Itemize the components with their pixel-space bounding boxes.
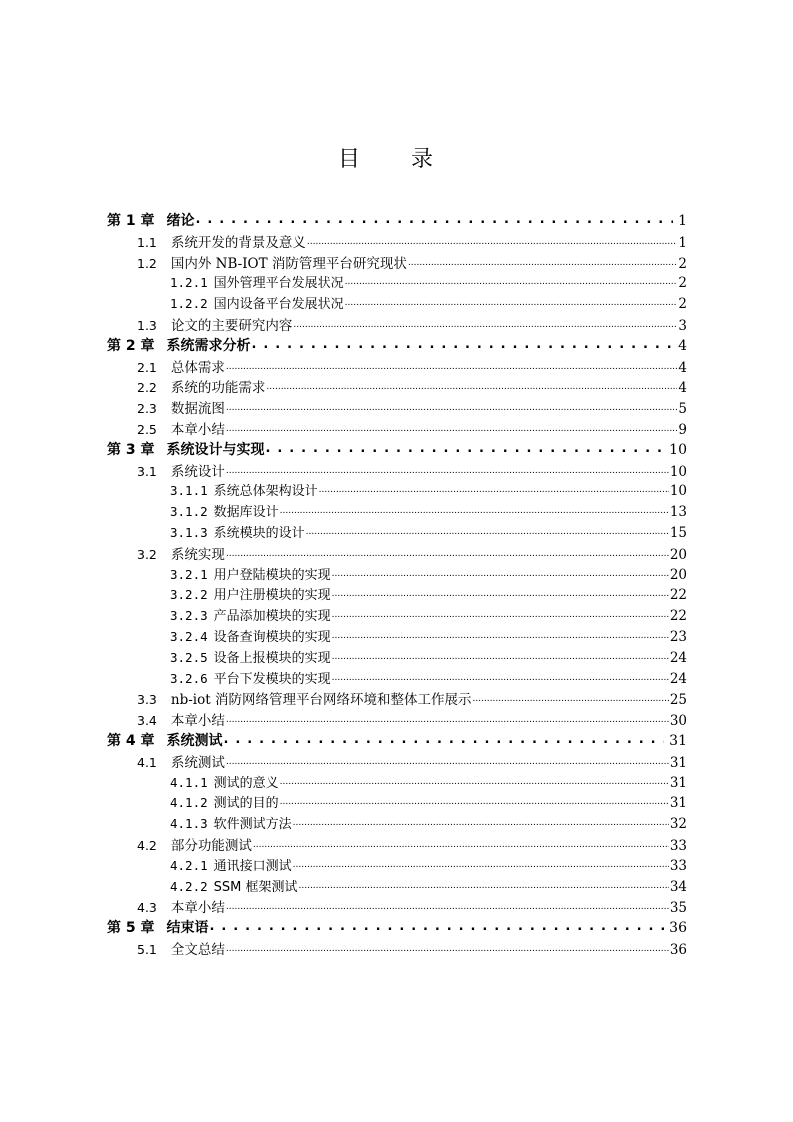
toc-page-number: 20 bbox=[669, 546, 687, 563]
toc-entry-title: 系统需求分析 bbox=[166, 337, 251, 354]
toc-entry-title: 总体需求 bbox=[170, 359, 225, 376]
toc-entry-title: 系统设计 bbox=[170, 463, 225, 480]
toc-dot-leader bbox=[226, 752, 669, 766]
toc-chapter-entry[interactable] bbox=[107, 730, 687, 752]
toc-entry-title: 系统开发的背景及意义 bbox=[170, 234, 306, 251]
toc-page-number: 31 bbox=[669, 733, 687, 749]
toc-section-entry[interactable] bbox=[107, 314, 687, 336]
toc-dot-leader bbox=[226, 419, 678, 433]
toc-entry-title: 系统设计与实现 bbox=[166, 441, 265, 458]
toc-section-entry[interactable] bbox=[107, 376, 687, 398]
toc-section-entry[interactable] bbox=[107, 293, 687, 315]
toc-entry-number: 4.2.2 bbox=[170, 878, 208, 894]
toc-entry-number: 3.2.2 bbox=[170, 587, 208, 603]
toc-section-entry[interactable] bbox=[107, 252, 687, 274]
toc-dot-leader bbox=[345, 293, 678, 307]
toc-entry-number: 3.4 bbox=[137, 713, 157, 729]
toc-entry-number: 4.1.2 bbox=[170, 795, 208, 811]
toc-entry-title: SSM 框架测试 bbox=[213, 879, 298, 895]
toc-entry-title: 测试的目的 bbox=[213, 796, 279, 812]
toc-section-entry[interactable] bbox=[107, 668, 687, 690]
toc-entry-title: 全文总结 bbox=[170, 942, 225, 958]
toc-section-entry[interactable] bbox=[107, 543, 687, 565]
toc-page-number: 22 bbox=[669, 608, 687, 625]
toc-page-number: 10 bbox=[669, 441, 687, 458]
toc-page-number: 10 bbox=[669, 463, 687, 480]
toc-entry-number: 第 5 章 bbox=[107, 920, 155, 937]
toc-dot-leader bbox=[226, 939, 669, 953]
toc-dot-leader bbox=[408, 253, 677, 267]
toc-page-number: 30 bbox=[669, 713, 687, 730]
toc-page-number: 31 bbox=[669, 774, 687, 791]
toc-section-entry[interactable] bbox=[107, 813, 687, 835]
toc-dot-leader bbox=[280, 501, 669, 515]
toc-entry-number: 4.3 bbox=[137, 900, 157, 916]
toc-entry-title: 系统实现 bbox=[170, 546, 225, 563]
toc-page-number: 15 bbox=[669, 525, 687, 541]
toc-entry-number: 1.2 bbox=[137, 255, 157, 271]
toc-chapter-entry[interactable] bbox=[107, 210, 687, 232]
toc-chapter-entry[interactable] bbox=[107, 335, 687, 357]
toc-section-entry[interactable] bbox=[107, 626, 687, 648]
toc-page-number: 1 bbox=[678, 234, 687, 251]
toc-dot-leader bbox=[226, 710, 669, 724]
toc-page-number: 32 bbox=[669, 816, 687, 833]
toc-section-entry[interactable] bbox=[107, 522, 687, 544]
toc-dot-leader bbox=[196, 211, 674, 227]
toc-page-number: 2 bbox=[678, 275, 687, 292]
toc-section-entry[interactable] bbox=[107, 647, 687, 669]
toc-dot-leader bbox=[226, 398, 678, 412]
toc-entry-title: 本章小结 bbox=[170, 900, 225, 917]
toc-entry-number: 3.2.6 bbox=[170, 670, 208, 686]
toc-page-number: 25 bbox=[669, 692, 687, 709]
toc-section-entry[interactable] bbox=[107, 605, 687, 627]
toc-entry-number: 1.3 bbox=[137, 318, 157, 333]
toc-section-entry[interactable] bbox=[107, 834, 687, 856]
toc-page-number: 31 bbox=[669, 754, 687, 771]
toc-page-number: 24 bbox=[669, 649, 687, 666]
toc-entry-title: 部分功能测试 bbox=[170, 838, 252, 854]
toc-entry-title: 结束语 bbox=[166, 920, 209, 937]
toc-dot-leader bbox=[299, 876, 669, 890]
toc-section-entry[interactable] bbox=[107, 772, 687, 794]
toc-dot-leader bbox=[226, 544, 669, 558]
toc-page-number: 24 bbox=[669, 670, 687, 687]
toc-entry-number: 3.3 bbox=[137, 692, 157, 708]
toc-section-entry[interactable] bbox=[107, 460, 687, 482]
toc-page-number: 36 bbox=[669, 942, 687, 958]
toc-page-number: 22 bbox=[669, 587, 687, 604]
toc-page-number: 5 bbox=[678, 401, 687, 418]
toc-dot-leader bbox=[345, 272, 678, 286]
toc-dot-leader bbox=[293, 813, 669, 827]
toc-chapter-entry[interactable] bbox=[107, 917, 687, 939]
toc-section-entry[interactable] bbox=[107, 751, 687, 773]
toc-entry-number: 5.1 bbox=[137, 942, 157, 957]
toc-entry-number: 1.2.1 bbox=[170, 275, 208, 291]
toc-entry-title: 国外管理平台发展状况 bbox=[213, 276, 344, 292]
toc-section-entry[interactable] bbox=[107, 938, 687, 960]
toc-entry-title: 设备上报模块的实现 bbox=[213, 650, 331, 666]
toc-dot-leader bbox=[332, 626, 669, 640]
toc-page-number: 9 bbox=[678, 422, 687, 438]
toc-entry-number: 第 4 章 bbox=[107, 733, 155, 749]
toc-entry-number: 3.1.3 bbox=[170, 525, 208, 540]
toc-dot-leader bbox=[307, 232, 678, 246]
toc-entry-title: 设备查询模块的实现 bbox=[213, 630, 331, 645]
toc-dot-leader bbox=[266, 440, 665, 456]
toc-dot-leader bbox=[332, 668, 669, 682]
toc-section-entry[interactable] bbox=[107, 688, 687, 710]
toc-page-number: 10 bbox=[669, 483, 687, 500]
toc-entry-number: 4.2.1 bbox=[170, 857, 208, 873]
toc-entry-number: 3.2.4 bbox=[170, 629, 208, 644]
toc-page-number: 13 bbox=[669, 504, 687, 521]
toc-entry-title: 系统总体架构设计 bbox=[213, 484, 318, 500]
toc-dot-leader bbox=[226, 357, 678, 371]
toc-dot-leader bbox=[472, 689, 668, 703]
toc-entry-title: 本章小结 bbox=[170, 422, 225, 438]
toc-dot-leader bbox=[226, 461, 669, 475]
toc-entry-title: 系统测试 bbox=[166, 733, 223, 749]
toc-page-number: 23 bbox=[669, 629, 687, 645]
toc-dot-leader bbox=[293, 855, 669, 869]
toc-entry-number: 2.2 bbox=[137, 380, 157, 396]
toc-entry-title: 系统的功能需求 bbox=[170, 380, 266, 397]
toc-dot-leader bbox=[332, 647, 669, 661]
toc-dot-leader bbox=[226, 897, 669, 911]
toc-dot-leader bbox=[252, 336, 674, 352]
toc-section-entry[interactable] bbox=[107, 397, 687, 419]
toc-section-entry[interactable] bbox=[107, 584, 687, 606]
toc-page-number: 3 bbox=[678, 318, 687, 334]
toc-dot-leader bbox=[210, 918, 665, 934]
toc-entry-number: 3.2.3 bbox=[170, 608, 208, 624]
toc-entry-title: 软件测试方法 bbox=[213, 817, 292, 833]
toc-entry-number: 4.1 bbox=[137, 754, 157, 770]
toc-entry-number: 4.1.3 bbox=[170, 816, 208, 832]
toc-entry-number: 4.2 bbox=[137, 838, 157, 853]
page-title: 目 录 bbox=[338, 147, 455, 172]
toc-entry-title: 通讯接口测试 bbox=[213, 858, 292, 874]
toc-page-number: 33 bbox=[669, 857, 687, 874]
toc-entry-number: 3.2.1 bbox=[170, 566, 208, 582]
toc-dot-leader bbox=[319, 480, 669, 494]
toc-entry-number: 4.1.1 bbox=[170, 774, 208, 790]
toc-dot-leader bbox=[266, 377, 677, 391]
toc-entry-title: 测试的意义 bbox=[213, 775, 279, 791]
toc-entry-title: 用户登陆模块的实现 bbox=[213, 567, 331, 583]
toc-section-entry[interactable] bbox=[107, 896, 687, 918]
toc-section-entry[interactable] bbox=[107, 272, 687, 294]
toc-section-entry[interactable] bbox=[107, 501, 687, 523]
toc-entry-title: nb-iot 消防网络管理平台网络环境和整体工作展示 bbox=[170, 692, 472, 709]
toc-page-number: 4 bbox=[678, 337, 687, 354]
toc-entry-number: 2.5 bbox=[137, 422, 157, 437]
toc-page-number: 36 bbox=[669, 920, 687, 937]
toc-page-number: 20 bbox=[669, 566, 687, 583]
toc-section-entry[interactable] bbox=[107, 792, 687, 814]
toc-dot-leader bbox=[332, 584, 669, 598]
toc-entry-title: 数据流图 bbox=[170, 401, 225, 418]
toc-entry-title: 系统模块的设计 bbox=[213, 526, 305, 541]
toc-entry-title: 平台下发模块的实现 bbox=[213, 671, 331, 687]
toc-chapter-entry[interactable] bbox=[107, 439, 687, 461]
toc-page-number: 4 bbox=[678, 359, 687, 376]
toc-dot-leader bbox=[253, 835, 669, 849]
toc-section-entry[interactable] bbox=[107, 876, 687, 898]
toc-entry-title: 论文的主要研究内容 bbox=[170, 318, 293, 334]
toc-section-entry[interactable] bbox=[107, 356, 687, 378]
toc-dot-leader bbox=[280, 772, 669, 786]
toc-entry-title: 数据库设计 bbox=[213, 505, 279, 521]
toc-dot-leader bbox=[224, 731, 665, 747]
toc-page-number: 31 bbox=[669, 795, 687, 812]
toc-entry-title: 系统测试 bbox=[170, 754, 225, 771]
toc-entry-number: 3.1.2 bbox=[170, 504, 208, 520]
toc-section-entry[interactable] bbox=[107, 564, 687, 586]
toc-dot-leader bbox=[293, 315, 677, 329]
toc-entry-number: 3.2 bbox=[137, 546, 157, 562]
toc-entry-number: 第 1 章 bbox=[107, 213, 155, 229]
toc-dot-leader bbox=[332, 605, 669, 619]
toc-entry-title: 绪论 bbox=[166, 213, 195, 229]
toc-page-number: 35 bbox=[669, 900, 687, 917]
toc-entry-number: 第 2 章 bbox=[107, 337, 155, 354]
toc-section-entry[interactable] bbox=[107, 709, 687, 731]
toc-dot-leader bbox=[332, 564, 669, 578]
toc-entry-number: 2.1 bbox=[137, 359, 157, 375]
toc-entry-number: 1.1 bbox=[137, 234, 157, 250]
toc-dot-leader bbox=[306, 522, 669, 536]
toc-entry-number: 3.2.5 bbox=[170, 649, 208, 665]
toc-page-number: 33 bbox=[669, 838, 687, 854]
toc-section-entry[interactable] bbox=[107, 480, 687, 502]
toc-entry-number: 1.2.2 bbox=[170, 296, 208, 312]
toc-entry-number: 2.3 bbox=[137, 401, 157, 417]
toc-entry-number: 第 3 章 bbox=[107, 441, 155, 458]
toc-page-number: 34 bbox=[669, 878, 687, 895]
toc-section-entry[interactable] bbox=[107, 855, 687, 877]
toc-entry-title: 产品添加模块的实现 bbox=[213, 609, 331, 625]
toc-entry-number: 3.1.1 bbox=[170, 483, 208, 499]
toc-section-entry[interactable] bbox=[107, 231, 687, 253]
toc-entry-title: 用户注册模块的实现 bbox=[213, 588, 331, 604]
toc-dot-leader bbox=[280, 792, 669, 806]
toc-section-entry[interactable] bbox=[107, 418, 687, 440]
toc-entry-title: 国内设备平台发展状况 bbox=[213, 297, 344, 313]
toc-page-number: 1 bbox=[678, 213, 687, 229]
toc-page-number: 2 bbox=[678, 296, 687, 313]
toc-page-number: 2 bbox=[678, 255, 687, 272]
toc-entry-number: 3.1 bbox=[137, 463, 157, 479]
toc-page-number: 4 bbox=[678, 380, 687, 397]
toc-entry-title: 国内外 NB-IOT 消防管理平台研究现状 bbox=[170, 255, 407, 272]
toc-entry-title: 本章小结 bbox=[170, 713, 225, 730]
